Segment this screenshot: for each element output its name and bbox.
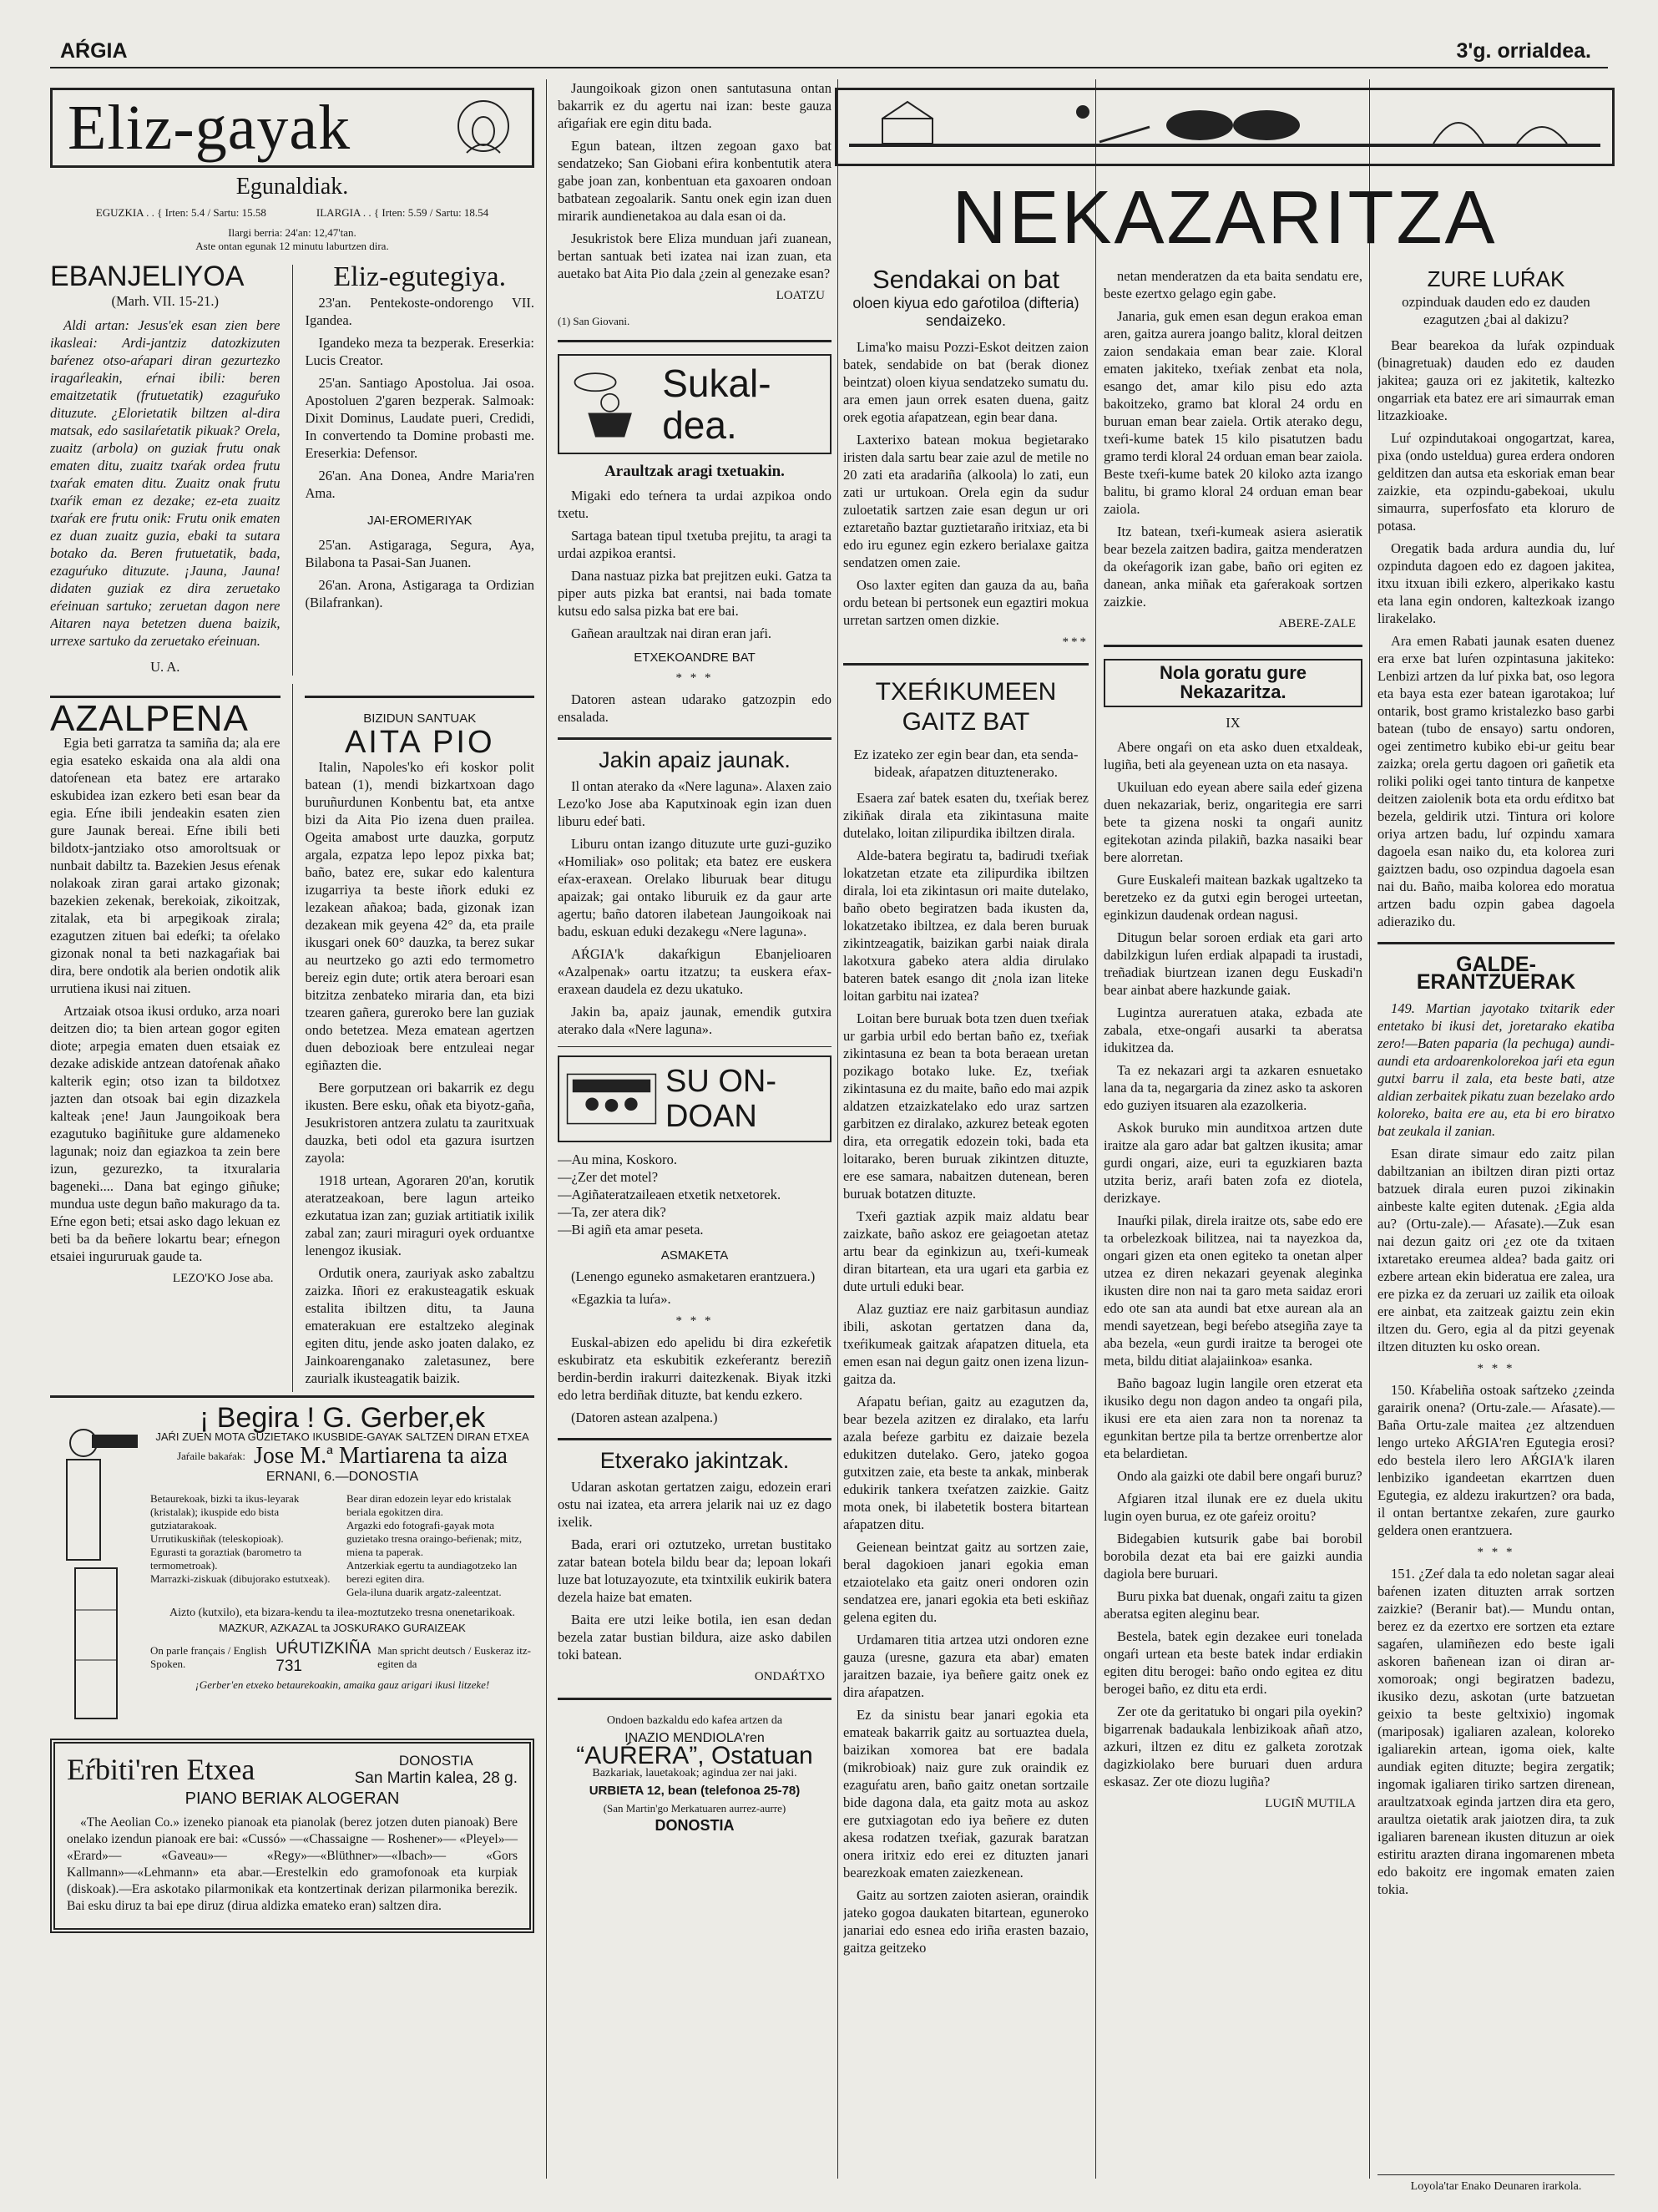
lurak-subtitle: ozpinduak dauden edo ez dauden ezagutzen ¿bai al dakizu? <box>1402 294 1590 327</box>
azalpena-section <box>50 684 281 1392</box>
nola-text: Inauŕki pilak, direla iraitze ots, sabe edo ere ta orbelezkoak bilitzea, nai ta nayezkoa da, ongari gizen eta onen egiteko ta onetan alper utzea ez diren nekazari geyenak aleginka ikusten dire non nai ta garo meta saidaz erori edo ote san ata aundi bat etxe aurean ala an mendi sayetzean, begi beŕebo atsegiña zaye ta aba bezela, «eun gurdi iraitze ta berogei ote meta, bildu ditiat alajaiinkoa» esanka. <box>1104 1212 1362 1369</box>
plough-scene-icon <box>849 94 1600 160</box>
nola-signature: LUGIÑ MUTILA <box>1265 1797 1356 1810</box>
nola-title: Nola goratu gure Nekazaritza. <box>1159 662 1307 702</box>
aita-pio-continued: Jesukristok bere Eliza munduan jaŕi zuanean, bertan santuak beti izatea nai izan zuan, eta auetako bat Aita Pio dala ¿zein al genezake esan? <box>558 230 832 281</box>
azalpena-text: Egia beti garratza ta samiña da; ala ere egia esateko eskaida ona ala aldi ona datoŕenean eta batez ere artarako eskubidea izan ezkero beti esan bear da egia. Eŕne ibili jendeakin esaten zien gure Jaunak bereai. Eŕne ibili beti bildotx-jantziako otso amoroltsuak or nunbait dabiltz ta. Bazekien Jesus eŕenak nolakoak ziran garai artako gizonak; bazekien zekenak, berekoiak, zikoitzak, zitalak, eta bi arpegikoak zirala; ezagutzen zituen bai edeŕki; ta oŕelako gizonak nonal ta beti nazkagaŕiak bai dira, bere ondotik ala berien ondotik alik urrutiena ikusi nai zituen. <box>50 735 281 996</box>
asmaketa-puzzle: Euskal-abizen edo apelidu bi dira ezkeŕetik eskubiratz eta eskubitik ezkeŕerantz bereziñ berdin-berdin irakurri daitezkenak. Biyak itzki edo letra berdiñak dituzte, bat kendu ezkero. <box>558 1334 832 1403</box>
separator-stars: * * * <box>675 1314 714 1328</box>
running-header <box>60 38 1591 63</box>
dialog-line: —Ta, zer atera dik? <box>558 1204 666 1220</box>
gerber-item: Gela-iluna duarik argatz-zaleentzat. <box>346 1586 502 1598</box>
galde-item: Esan dirate simaur edo zaitz pilan dabiltzanian an ibiltzen diran pizti ortaz batzuek dirala euren puzoi zikinakin ainbeste kalte egiten dutenak. ¿Egia alda au? (Ortu-zale).— Aŕasate).—Zuk esan nai dezun gaitz ori ¿ez ote da txitaen ixtaretako ereumea aldea? bada gaitz ori ezbere artean ekin bideratua ere zalea, ura ere pizka ez da zeruari uz zailik eta oiloak ere ainbat, eta zaitzeak gaiztu zein ekin iltzen du. Gero, egia al da pitzi geyenak iltzen dituzten ku osko orean. <box>1377 1146 1615 1354</box>
txerri-text: Gaitz au sortzen zaioten asieran, oraindik jateko gogoa daukaten bitartean, eguneroko janariai edo esnea edo iriña erasten bazaio, gaitza geitzeko <box>843 1887 1089 1956</box>
lurak-text: Ara emen Rabati jaunak esaten duenez era erxe bat luŕen ozpintasuna jakiteko: Lenbizi artzen da luŕ pixka bat, oso legora eta baya esta ezer batean igarotakoa; luŕ ontarik, bost gramo kristalezko baso garbi batean (tubo de ensayo) sartu ondoren, ogei zentimetro kubiko ebi-ur geitu bear zaizka; orela gertu dagoen ori gañetik eta roliki poliki ogei tanto tintura de kanpetxe deitzen zaiolenik bota eta ordu eŕditxo bat bezela, geldirik utzi. Tintura ori kolore oriya artzen badu, luŕ ozpindu xamara dagoela esan naiko du, eta kolorea zuri gaiztzen badu, oso ozpindua dagoela esan nai du. Baño, maiba kolorea edo moratua artzen badu ozpin gabea dagoela adieraziko du. <box>1377 633 1615 929</box>
gerber-ad <box>50 1402 534 1727</box>
lurak-title: ZURE LUŔAK <box>1427 267 1565 291</box>
eliz-gayak-banner <box>50 88 534 168</box>
nola-text: Bidegabien kutsurik gabe bai borobil borobila dezat eta bai ere gaizki aundia dagiola bere buruari. <box>1104 1531 1362 1582</box>
eromeriyak-item: 25'an. Astigaraga, Segura, Aya, Bilabona ta Pasai-San Juanen. <box>305 537 534 570</box>
eromeriyak-item: 26'an. Arona, Astigaraga ta Ordizian (Bilafrankan). <box>305 577 534 610</box>
nola-text: Ta ez nekazari argi ta azkaren esnuetako lana da ta, negargaria da zinez asko ta askoren edo guziyen itsuaren ala ezazolkeria. <box>1104 1062 1362 1113</box>
gerber-langs-left: On parle français / English Spoken. <box>150 1644 267 1670</box>
paper-name: AŔGIA <box>60 38 128 63</box>
farm-scene-banner <box>835 88 1615 166</box>
dialog-line: —Au mina, Koskoro. <box>558 1152 677 1167</box>
azalpena-text: Artzaiak otsoa ikusi orduko, arza noari deitzen dio; ta bien artean gogor egiten diote; arpegia ematen duen etsaiak ez dezake adiskide antzean datoŕenak añako kalterik egin; otso izan ta bildotxez jazten dan otsoak bai egin dizazkela kalteak ¡ene! Jaun Jaungoikoak bera ezagutuko bagiñituke gure aldameneko lagunak; noiz dan egiazkoa ta zein bere izun, gezurezko, ta itxuralaria bageneki.... Dana bat egingo giñuke; mundua uste degun baño makurago da ta. Eŕne egon beti; etsai asko dago lekuan ez beti ba da beñere lokartu bear; eŕnegon etsaiei ingururuak gaude ta. <box>50 1003 281 1264</box>
erbiti-city: DONOSTIA <box>398 1753 473 1769</box>
separator-stars: * * * <box>675 671 714 685</box>
galde-item: 151. ¿Zeŕ dala ta edo noletan sagar aleai baŕenen izaten dituzten arrak sortzen zaizkie? (Beranir bat).— Mundu ontan, berez ez da ezertxo ere sortzen eta eztare sagaŕen, ulamiñezen edo beste igali askoren bañenean izan oi diran ar-xomoroak; ongi begiratzen badezu, ikusiko dezu, askotan (urte batzuetan geixio ta beste geltxixio) ingomak (mariposak) igaliaren azalean, koloreko igaliarekin artean, igoma oiek, kalte aundiak egiten dituzte; begira zergatik; ingomak igaliaren tiriko sartzen direnean, araultzatxoak eginda jartzen dira eta gero, araultza oietatik arak jaiotzen dira, ta zuk igaliaren barenean ikusten dituzun ar oiek estiritu arazten dirana ingomarenen mbeta edo bakoitz ere ingomak ematen zaien tokia. <box>1377 1566 1615 1897</box>
ebanjeliyoa-section <box>50 261 281 676</box>
suondoan-title: SU ON-DOAN <box>665 1064 776 1134</box>
ebanjeliyoa-signature: U. A. <box>150 659 180 675</box>
nola-text: Lugintza aureratuen ataka, ezbada ate zabala, etxe-ongaŕi ausarki ta aberatsa idukitzea da. <box>1104 1005 1362 1055</box>
nola-text: Zer ote da geritatuko bi ongari pila oyekin? bigarrenak badaukala lenbizikoak añañ atzo, azkuri, iltzen ez ditu ez galketa zorotzak dagizkiolako bere buruari duen ardura eskasaz. Zer ote diozu lugiña? <box>1104 1703 1362 1789</box>
etxerako-signature: ONDAŔTXO <box>754 1670 825 1683</box>
sendakai-title: Sendakai on bat <box>872 267 1060 294</box>
aita-pio-continued: Jaungoikoak gizon onen santutasuna ontan bakarrik ez du agertu nai izan: beste gauza aŕigaŕiak ere egin ditu bada. <box>558 80 832 131</box>
sun-times: EGUZKIA . . { Irten: 5.4 / Sartu: 15.58 <box>95 206 266 219</box>
section-rule <box>50 1395 534 1398</box>
separator-stars: * * * <box>1477 1362 1515 1375</box>
recipe-note: Datoren astean udarako gatzozpin edo ensalada. <box>558 691 832 725</box>
gerber-footer: ¡Gerber'en etxeko betaurekoakin, amaika gauz arigari ikusi litzeke! <box>195 1678 490 1691</box>
nola-text: Buru pixka bat duenak, ongaŕi zaitu ta gizen aberatsa egiten aleginu bear. <box>1104 1588 1362 1622</box>
sendakai-text: Oso laxter egiten dan gauza da au, baña ordu betean bi pertsonek eun egaztiri mokua urretan sartzen omen dizkie. <box>843 577 1089 628</box>
galde-title: GALDE-ERANTZUERAK <box>1416 953 1576 994</box>
ebanjeliyoa-ref: (Marh. VII. 15-21.) <box>111 293 219 309</box>
section-rule <box>558 1046 832 1047</box>
nekazaritza-header <box>835 79 1615 266</box>
txerri-title: TXEŔIKUMEEN GAITZ BAT <box>875 678 1057 736</box>
aurera-line2: INAZIO MENDIOLA'ren <box>624 1731 765 1745</box>
txerri-continued: Itz batean, txeŕi-kumeak asiera asieratik bear bezela zaitzen badira, gaitza menderatzen da okeŕagorik izan gabe, baño ori egiten ez danean, anka miñak eta gaŕerakoak sortzen zaizkie. <box>1104 524 1362 610</box>
sukaldea-title: Sukal-dea. <box>662 362 771 447</box>
column-rule <box>837 79 838 2179</box>
txerri-continued: netan menderatzen da eta baita sendatu ere, beste ezertxo gelago egin gabe. <box>1104 268 1362 301</box>
asmaketa-note: (Datoren astean azalpena.) <box>571 1410 718 1425</box>
section-rule <box>1104 645 1362 647</box>
lurak-text: Oregatik bada ardura aundia du, luŕ ozpinduta dagoen edo ez dagoen jakitea, itxu itxuan ibili ezkero, alperikako kastu eta lana egin ondoren, kaltezkoak izango lirakelako. <box>1377 540 1615 626</box>
aurera-line1: Ondoen bazkaldu edo kafea artzen da <box>606 1714 783 1727</box>
sukaldea-banner <box>558 354 832 454</box>
aurera-title: “AUŔERA”, Ostatuan <box>576 1742 813 1769</box>
txerri-text: Geienean beintzat gaitz au sortzen zaie, beral dagokioen janari egokia eman etzaiotelako eta gaitz oneri ondoren ozin sendatzea ere, janari egokia eta beti eskiñaz gelena egiten du. <box>843 1539 1089 1625</box>
recipe-signature: ETXEKOANDRE BAT <box>634 650 756 665</box>
column-2 <box>558 79 832 2179</box>
aita-pio-text: Ordutik onera, zauriyak asko zabaltzu zaizka. Iñori ez erakusteagatik eskuak estalita ibiltzen ditu, ta Jauna ematerakuan ere estaltzeko aleginak egiten ditu, jende asko joaten dalako, ez Jainkoarenganako zaletasunez, bere zaurialk ikusteagatik baizik. <box>305 1265 534 1386</box>
gerber-extra: MAZKUR, AZKAZAL ta JOSKURAKO GURAIZEAK <box>219 1622 466 1634</box>
egutegiya-title: Eliz-egutegiya. <box>333 261 507 292</box>
nola-number: IX <box>1226 715 1241 731</box>
gerber-title: ¡ Begira ! G. Gerber,ek <box>199 1402 486 1434</box>
jakin-title: Jakin apaiz jaunak. <box>599 747 791 772</box>
header-rule <box>50 67 1608 68</box>
jakin-text: Il ontan aterako da «Nere laguna». Alaxen zaio Lezo'ko Jose aba Kaputxinoak egin izan duen liburu edeŕ bati. <box>558 778 832 829</box>
section-rule <box>558 340 832 342</box>
gerber-firm: Jose M.ª Martiarena ta aiza <box>254 1443 508 1469</box>
aurera-line5: (San Martin'go Merkatuaren aurrez-aurre) <box>603 1802 786 1815</box>
gerber-item: Urrutikuskiñak (teleskopioak). <box>150 1532 284 1545</box>
column-3 <box>843 267 1089 2179</box>
dialog-line: —Bi agiñ eta amar peseta. <box>558 1222 704 1238</box>
aurera-ad <box>558 1712 832 1835</box>
ebanjeliyoa-title: EBANJELIYOA <box>50 261 245 292</box>
egunaldiak-heading: Egunaldiak. <box>235 174 349 200</box>
erbiti-body: «The Aeolian Co.» izeneko pianoak eta pianolak (berez jotzen duten pianoak) Bere onelako izendun pianoak ere bai: «Cussó» —«Chassaigne — Roshener»— «Pleyel»— «Erard»— «Gaveau»— «Regy»—«Blüthner»—«Ibach»— «Gors Kallmann»—«Lehmann» eta abar.—Erestelkin edo gramofonoak eta kurpiak (diskoak).—Era askotako pilarmonikak eta kontzertinak derizan pilarmonika berezik. Bai esku diruz ta bai epe diruz (dirua aldizka emateko eran) saltzen dira. <box>67 1815 518 1913</box>
recipe-step: Gañean araultzak nai diran eran jaŕi. <box>571 625 772 641</box>
aita-pio-signature: LOATZU <box>776 289 825 302</box>
nola-text: Ukuiluan edo eyean abere saila edeŕ gizena duen nekazariak, beriz, ongaritegia ere sarri bete ta gizena noski ta ongaŕi aunitz egitekotan azinda pilakiñ, bazka nasaiki bear bere alorretan. <box>1104 779 1362 865</box>
jakin-text: AŔGIA'k dakaŕkigun Ebanjelioaren «Azalpenak» oartu itzatzu; ta euskera eŕax-eraxean daudela ez dezu ukatuko. <box>558 946 832 997</box>
nola-text: Baño bagoaz lugin langile oren etzerat eta ikusiko degu non dagon andeo ta ongaŕi pila, ikusi ere eta aien zara non ta norenaz ta egunkitan bertze pila ta bertze orrenbertze alor eta belardietan. <box>1104 1375 1362 1461</box>
gerber-item: Betaurekoak, bizki ta ikus-leyarak (kristalak); ikuspide edo bista gutziatarakoak. <box>150 1492 300 1531</box>
asmaketa-answer: «Egazkia ta luŕa». <box>571 1291 671 1307</box>
egutegiya-item: 25'an. Santiago Apostolua. Jai osoa. Apostoluen 2'garen bezperak. Salmoak: Dixit Dominus, Laudate pueri, Credidi, In convertendo ta Domine probasti me. Ereserkia: Defensor. <box>305 375 534 461</box>
separator-stars: *** <box>1062 635 1089 649</box>
txerri-text: Loitan bere buruak bota tzen duen txeŕiak ur garbia urbil edo bertan baño ez, txeŕiak zikintasuna ez bean ta bota beraean uretan pozikago botako luke. Ez, txeŕiak zikintasuna ez du maite, baño edo mai azpik aldatzen etzaizkatelako edo uraz sartzen garbitzen ez diralako, azkurez beteak egoten dira, eta orregatik edozein toki, bada eta loitarako, beren buruak zikintzen dituzte, ere ese samara, nabaitzen dutenean, beren buruak botatzen dituzte. <box>843 1010 1089 1202</box>
suondoan-banner <box>558 1055 832 1142</box>
gerber-item: Marrazki-ziskuak (dibujorako estutxeak). <box>150 1572 331 1585</box>
etxerako-text: Udaran askotan gertatzen zaigu, edozein erari ostu nai izatea, eta arrera jelarik nai uz ez dago ixelik. <box>558 1479 832 1530</box>
column-1 <box>50 79 534 2179</box>
aita-pio-text: Bere gorputzean ori bakarrik ez degu ikusten. Bere esku, oñak eta biyotz-gaña, Jesukristoren antzera zulatu ta zauritxuak dauzka, beti odol eta gazura isurtzen zayola: <box>305 1080 534 1166</box>
section-rule <box>558 1438 832 1440</box>
erbiti-address: San Martin kalea, 28 g. <box>354 1769 518 1787</box>
txerri-text: Ez da sinistu bear janari egokia eta emateak bakarrik gaitz au sortuaztea duela, baizikan xomorea bat ere badala (mikrobioak) naiz gure zuk oraindik ez ezaguŕatu aren, baño gaitz onetan sortzaile bide dagona dala, eta gaitz mota au askoz ere gutxiagotan edo iya beñere ez duten akesa rodatzen txeŕiak, gazurak baratzan onera iritxiz edo erei ez dituzten janari bearezkoak ematen zaiezkenean. <box>843 1707 1089 1880</box>
aurera-city: DONOSTIA <box>655 1817 735 1834</box>
etxerako-text: Bada, erari ori oztutzeko, urretan bustitako zatar batean botela bildu bear da; lepoan lokaŕi luze bat lotuzayozute, eta txintxilik eukirik batera dezela haize bat ematen. <box>558 1536 832 1605</box>
sendakai-text: Lima'ko maisu Pozzi-Eskot deitzen zaion batek, sendabide on bat (berak dionez beintzat) oloen kiyua sendatzeko sumatu du. ara emen jaun orrek esaten duena, gaitz orek egotia aŕapatzean, egin bear dana. <box>843 339 1089 425</box>
jakin-text: Jakin ba, apaiz jaunak, emendik gutxira aterako dala «Nere laguna». <box>558 1004 832 1037</box>
egutegiya-item: 26'an. Ana Donea, Andre Maria'ren Ama. <box>305 468 534 501</box>
galde-item: 149. Martian jayotako txitarik eder entetako bi ikusi det, joretarako ekatiba zero!—Baten paparia (la pechuga) aundi-aundi eta ardoarenkolorekoa jaŕi eta egun gutxi barru il zala, eta beste bati, atze aldian zerbaitek pikatu zuan bezelako ardo koloreko, baita ere au, eta bi ero biratxo bat zeukala il zanian. <box>1377 1000 1615 1139</box>
telescope-man-icon <box>50 1410 142 1727</box>
section-rule <box>1377 942 1615 944</box>
txerri-continued: Janaria, guk emen esan degun erakoa eman aren, gaitza aurera joango balitz, kloral deitzen zaion sendakaia eman bear zaie. Kloral ematen jakiteko, txeŕiak zenbat eta nola, esango det, amar kilo pisu edo azta bakoitzeko, gramo bat kloral 24 ordu en buruan eman bear zaiela. Ortik aterako degu, txeŕi-kume batek 15 kilo pisatutzen badu gramo terdi kloral 24 orduan eman bear zaiola. Beste txeŕi-kume batek 20 kiloko azta izango balitu, bi gramo kloral 24 orduan eman bear zaiola. <box>1104 308 1362 517</box>
moon-times: ILARGIA . . { Irten: 5.59 / Sartu: 18.54 <box>316 206 489 219</box>
azalpena-signature: LEZO'KO Jose aba. <box>172 1272 274 1285</box>
footer-rule <box>1377 2174 1615 2175</box>
nola-title-box <box>1104 659 1362 707</box>
nola-text: Askok buruko min aunditxoa artzen dute iraitze ala garo adar bat galtzen ikusita; amar gurdi ongari, aize, euri ta eguzkiaren bazta utzita beriz, araŕi baten zofa ez diotela, derizkaye. <box>1104 1120 1362 1206</box>
nola-text: Abere ongaŕi on eta asko duen etxaldeak, lugiña, beti ala geyenean uzta on eta nasaya. <box>1104 739 1362 772</box>
lurak-text: Luŕ ozpindutakoai ongogartzat, karea, pixa (ondo usteldua) gurea erdera ondoren gelditzen dan autsa eta eskoriak eman bear zaizkie, eta ozpindu-gabekoai, ukulu simaurra, superfosfato eta kloruro de potasa. <box>1377 430 1615 534</box>
gerber-phone: UŔUTIZKIÑA 731 <box>275 1640 371 1675</box>
gerber-item: Egurasti ta goraztiak (barometro ta termometroak). <box>150 1546 302 1572</box>
gerber-item: Argazki edo fotografi-gayak mota guzietako tresna oraingo-beŕienak; mitz, miena ta paperak. <box>346 1519 523 1558</box>
printer-name: Loyola'tar Enako Deunaren irarkola. <box>1410 2180 1582 2193</box>
txerri-signature: ABERE-ZALE <box>1278 617 1356 630</box>
erbiti-ad <box>50 1739 534 1933</box>
etxerako-text: Baita ere utzi leike botila, ien esan dedan bezela zatar bustian bildura, aize asko dabilen toki batean. <box>558 1612 832 1663</box>
section-rule <box>843 663 1089 666</box>
erbiti-title: Eŕbiti'ren Etxea <box>67 1752 255 1786</box>
ebanjeliyoa-text: Aldi artan: Jesus'ek esan zien bere ikasleai: Ardi-jantziz datozkizuten baŕenez otso-aŕapari diran gezurtezko iragaŕleakin, eŕnai ibili: beren emaitzetatik (frutuetatik) ezaguŕuko dituzute. ¿Elorietatik biltzen al-dira matsak, edo sasilaŕetatik pikuak? Orela, zuaitz (arbola) on guziak frutu onak ematen ditu, zuaitz txaŕak ordea frutu txaŕak ematen ditu. Zuaitz onak frutu txaŕik eman ez dezake; ez-eta zuaitz txaŕak ere frutu onik: Frutu onik ematen ez duan zuaitz guzia, ebaki ta sutara botako da. Beren frutuetatik, bada, ezaguŕuko dituzute. ¡Jauna, Jauna! didaten guziak ez dira zeruetako eŕeinuan sartuko; zeruetan dagon nere Aitaren naya betetzen duena baizik, urrexe sartuko da zeruetako eŕeinuan. <box>50 317 281 649</box>
nola-text: Afgiaren itzal ilunak ere ez duela ukitu lugin oyen burua, ez ote gaŕeiz oroitu? <box>1104 1491 1362 1524</box>
dialog-line: —Agiñateratzaileaen etxetik netxetorek. <box>558 1187 781 1202</box>
txerri-text: Alde-batera begiratu ta, badirudi txeŕiak lokatzetan etzate eta zilipurdika ibiltzen dirala, loi eta zikintasun ori maite dutelako, baño obeto begiratzen bada ikusten da, lokatzetako ibiltzea, ez dala beren buruak zikintzeagatik, baizikan garbi naiak dirala lakotxura gabeko atera aldia dirulako bateren batek esango dit ¿nola izan liteke loitan garbitu nai izatea? <box>843 848 1089 1004</box>
printer-footer <box>1377 2174 1615 2194</box>
section-rule <box>558 737 832 740</box>
moon-note: Ilargi berria: 24'an: 12,47'tan. <box>228 226 356 239</box>
nekazaritza-title: NEKAZARITZA <box>952 176 1498 260</box>
saint-head-icon <box>450 94 517 161</box>
recipe-step: Dana nastuaz pizka bat prejitzen euki. Gatza ta piper auts pizka bat erantsi, nai bada tomate kutsu edo salsa pizka bat ere bai. <box>558 568 832 619</box>
inner-rule <box>292 684 294 1392</box>
asmaketa-title: ASMAKETA <box>660 1248 729 1263</box>
gerber-address: ERNANI, 6.—DONOSTIA <box>265 1470 419 1484</box>
gerber-line1: JAŔI ZUEN MOTA GUZIETAKO IKUSBIDE-GAYAK SALTZEN DIRAN ETXEA <box>155 1430 529 1443</box>
recipe-title: Araultzak aragi txetuakin. <box>604 463 785 480</box>
page-number: 3'g. orrialdea. <box>1456 38 1591 63</box>
aita-pio-kicker: BIZIDUN SANTUAK <box>363 711 477 726</box>
sendakai-text: Laxterixo batean mokua begietarako iristen dala sartu bear zaie azul de metile no 20 zati eta aradariña (alkoola) lo zati, eun zati ur urtukoan. Orela egin da sudur zuloetatik sartzen zaie esan degun ur ori eztaretaño baztar guztietaraño iritxiaz, eta bi edo iru egunez egin ezkero berialaxe gaitza sendatzen omen zaie. <box>843 432 1089 570</box>
fireside-scene-icon <box>566 1066 657 1132</box>
inner-rule <box>292 265 294 676</box>
gerber-langs-right: Man spricht deutsch / Euskeraz itz-egiten da <box>377 1644 531 1670</box>
column-rule <box>546 79 547 2179</box>
column-rule <box>1369 79 1370 2179</box>
column-4 <box>1104 267 1362 2179</box>
gerber-item: Antzerkiak egertu ta aundiagotzeko lan berezi egiten dira. <box>346 1559 518 1585</box>
dialog-line: —¿Zer det motel? <box>558 1169 659 1185</box>
section-rule <box>558 1698 832 1700</box>
aita-pio-text: Italin, Napoles'ko eŕi koskor polit batean (1), mendi bizkartxoan dago buruñurdunen Konbentu bat, eta antxe bizi da Aita Pio izena duen prailea. Ogeita amabost urte dauzka, gorputz argala, ezpatza lepo lepoz pixka bat; baño, batez ere, sukar edo kalentura izugarriya ta beste iñork eduki ez lezakean añakoa; bada, gizonak izan dezakean mik geyena 42° da, eta praile ikusgari onek 60° dauzka, ta berez sukar au neurtzeko go azti edo termometro bereiz egin dute; ortik atera beroari esan bitzitza zenbateko miraria dan, eta bizi tzearen gañera, gureroko bere lan guziak ondo betetzea. Meza ematean agertzen duen debozioak bere entzuleai negar egiñazten die. <box>305 759 534 1073</box>
txerri-text: Urdamaren titia artzea utzi ondoren ezne gauza (uresne, gazura eta abar) ematen jaraitzen bazaie, iya beñere gaitz onek ez dira aŕapatzen. <box>843 1632 1089 1700</box>
txerri-text: Esaera zaŕ batek esaten du, txeŕiak berez zikiñak dirala eta zikintasuna maite dutelako, loitan zilipurdika ibiltzen dirala. <box>843 790 1089 841</box>
separator-stars: * * * <box>1477 1546 1515 1559</box>
column-5 <box>1377 267 1615 2179</box>
txerri-text: Alaz guztiaz ere naiz garbitasun aundiaz ibili, askotan gertatzen dana da, txeŕikumeak gaitzak aŕapatzen dituela, eta emen esan nai degun gaitz onen izena lizun-gaitza da. <box>843 1301 1089 1387</box>
column-rule <box>1095 79 1096 2179</box>
lurak-text: Bear bearekoa da luŕak ozpinduak (binagretuak) dauden edo ez dauden jakitea; gauza ori ez jakitetik, kaltezko ongarriak eta batez ere ari simaurrak eman litzazkioake. <box>1377 337 1615 423</box>
aita-pio-footnote: (1) San Giovani. <box>558 315 630 327</box>
sun-moon-times <box>50 204 534 221</box>
txerri-text: Aŕapatu beŕian, gaitz au ezagutzen da, bear bezela azitzen ez diralako, eta larŕu azala beŕeze garbitu ez daizaie bezela edukitzen dutelako. Gero, jateko gogoa gutxitzen zaie, eta beste ta ankak, minberak edukirik tankera txeŕatzen zaizkie. Gaitz mota onek, bi ilabetetik bostera bitartean aŕapatzen ditu. <box>843 1394 1089 1532</box>
jakin-text: Liburu ontan izango dituzute urte guzi-guziko «Homiliak» oso politak; eta batez ere euskera eŕax-eraxean. Orelako liburuak bear ditugu apaizak; gai ontako liburuik ez da gaur arte agertu; baño datoren ilabetean Jaungoikoak nai badu, eskuan eduki dezakegu «Nere laguna». <box>558 836 832 939</box>
nola-text: Bestela, batek egin dezakee euri tonelada ongaŕi urtean eta beste batek indar erdiakin egiten ditu berogei: baño ondo egitea ez ditu berogei baño, ez ditu eta erdi. <box>1104 1628 1362 1697</box>
azalpena-aitapio-row <box>50 684 534 1392</box>
txerri-subtitle: Ez izateko zer egin bear dan, eta senda-bideak, aŕapatzen dituztenerako. <box>853 747 1079 780</box>
nola-text: Ondo ala gaizki ote dabil bere ongaŕi buruz? <box>1117 1468 1362 1484</box>
recipe-step: Migaki edo teŕnera ta urdai azpikoa ondo txetu. <box>558 488 832 521</box>
etxerako-title: Etxerako jakintzak. <box>599 1448 790 1473</box>
eliz-columns <box>50 261 534 676</box>
aurera-line3: Bazkariak, lauetakoak; agindua zer nai jaki. <box>592 1767 797 1779</box>
aita-pio-section <box>305 684 534 1392</box>
gerber-aizto: Aizto (kutxilo), eta bizara-kendu ta ilea-moztutzeko tresna onenetarikoak. <box>169 1607 515 1619</box>
erbiti-tagline: PIANO BERIAK ALOGERAN <box>185 1789 400 1808</box>
week-note: Aste ontan egunak 12 minutu laburtzen dira. <box>195 240 389 252</box>
aita-pio-text: 1918 urtean, Agoraren 20'an, korutik ateratzeakoan, bere lagun arteiko ezkutatua izan zan; guziak artitiatik ixilik zabal zan; zauri miraguri oyek orduantxe lenengoz ikusiak. <box>305 1172 534 1258</box>
aita-pio-title: AITA PIO <box>344 725 495 760</box>
gerber-agents-label: Jaŕaile bakaŕak: <box>177 1449 245 1462</box>
eromeriyak-title: JAI-EROMERIYAK <box>366 514 473 528</box>
nola-text: Gure Euskaleŕi maitean bazkak ugaltzeko ta beretzeko ez da gutxi egin berogei urteetan, eginkizun daudenak ordean nagusi. <box>1104 872 1362 923</box>
nola-text: Ditugun belar soroen erdiak eta gari arto dabilzkigun luŕen erdiak alpapadi ta irustadi, treñadiak biurtzean izanen degu Euskadi'n bear ainbat abere hazkunde gaiak. <box>1104 929 1362 998</box>
gerber-item: Bear diran edozein leyar edo kristalak beriala egokitzen dira. <box>346 1492 512 1518</box>
section-rule <box>305 696 534 698</box>
aurera-line4: URBIETA 12, bean (telefonoa 25-78) <box>589 1784 801 1798</box>
sendakai-subtitle: oloen kiyua edo gaŕotiloa (difteria) sendaizeko. <box>852 295 1079 329</box>
aita-pio-continued: Egun batean, iltzen zegoan gaxo bat sendatzeko; San Giobani eŕira konbentutik atera gabe joan zan, konbentuan eta gaxoaren ondoan batbatean zegoalarik. Santu onek egin izan duen mirarik aundienetakoa au dala esan oi da. <box>558 138 832 224</box>
galde-item: 150. Kŕabeliña ostoak saŕtzeko ¿zeinda garairik onena? (Ortu-zale.— Aŕasate).—Baña Ortu-zale maitea ¿ez altzenduen lengo urteko AŔGIA'ren Egutegia erosi? edo bestela ilero lero AŔGIA'k ilaren lenbiziko igandeetan ekarrtzen duen Egutegia, ez aldezu irakurtzen? ora bada, il ontan bertantxe zekaŕen, zure gaurko geldera onen erantzuera. <box>1377 1382 1615 1538</box>
cook-icon <box>566 362 654 446</box>
azalpena-title: AZALPENA <box>50 698 249 739</box>
recipe-step: Sartaga batean tipul txetuba prejitu, ta aragi ta urdai azpikoa erantsi. <box>558 528 832 561</box>
egutegiya-item: Igandeko meza ta bezperak. Ereserkia: Lucis Creator. <box>305 335 534 368</box>
egutegiya-section <box>305 261 534 676</box>
egutegiya-item: 23'an. Pentekoste-ondorengo VII. Igandea. <box>305 295 534 328</box>
asmaketa-text: (Lenengo eguneko asmaketaren erantzuera.) <box>571 1268 816 1284</box>
txerri-text: Txeŕi gaztiak azpik maiz aldatu bear zaizkate, baño askoz ere geiagoetan atetaz artu bear da eginkizun au, txeŕi-kumeak diran bitartean, eta ura ugari eta garbia ez dute urtuli eduki bear. <box>843 1208 1089 1294</box>
eliz-gayak-title: Eliz-gayak <box>68 92 351 163</box>
